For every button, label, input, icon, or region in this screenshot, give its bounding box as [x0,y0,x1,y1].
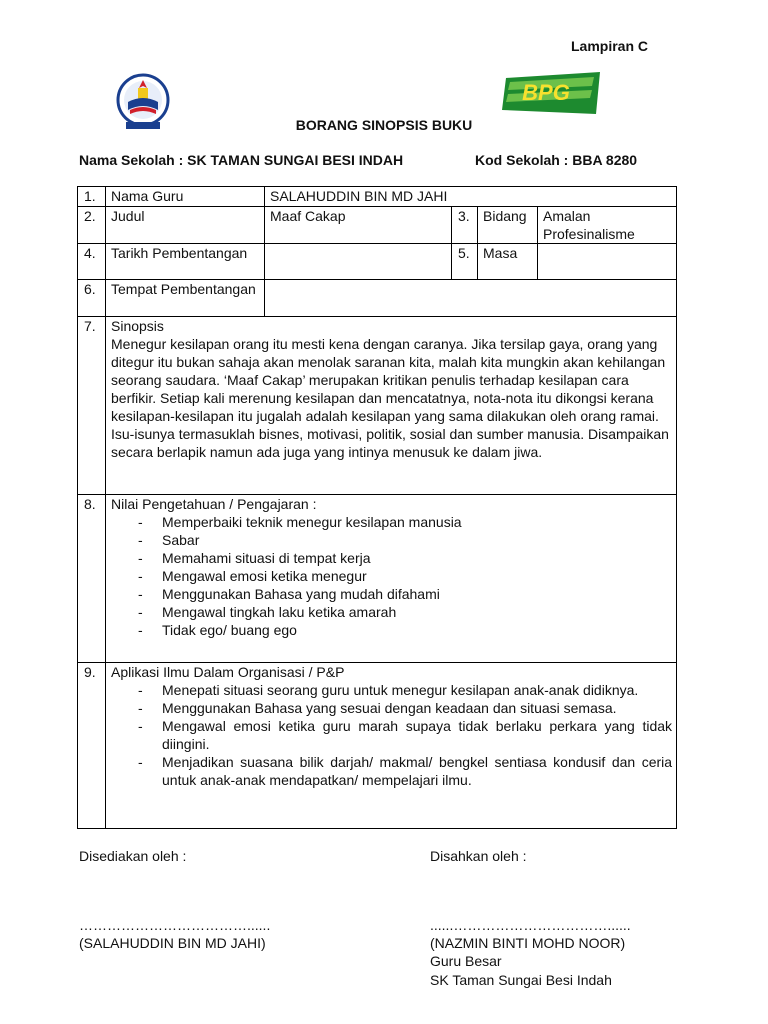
list-item: - Mengawal emosi ketika menegur [138,567,672,585]
row-number: 1. [78,187,106,207]
approved-by-label: Disahkan oleh : [430,848,527,864]
values-list [111,513,672,639]
approver-school: SK Taman Sungai Besi Indah [430,972,612,988]
list-item: - Sabar [138,531,672,549]
synopsis-form-table [77,186,677,829]
row-label: Judul [106,207,265,244]
synopsis-cell [106,317,677,495]
prepared-signature-line: ………………………………...... [79,917,271,933]
date-field[interactable] [265,244,452,280]
application-label: Aplikasi Ilmu Dalam Organisasi / P&P [111,664,345,680]
list-item: - Mengawal emosi ketika guru marah supaya tidak berlaku perkara yang tidak diingini. [138,717,672,753]
form-row-tarikh [78,244,677,280]
prepared-by-name: (SALAHUDDIN BIN MD JAHI) [79,935,266,951]
row-number: 4. [78,244,106,280]
list-item: - Mengawal tingkah laku ketika amarah [138,603,672,621]
form-row-sinopsis [78,317,677,495]
application-cell [106,663,677,829]
row-number: 9. [78,663,106,829]
row-label: Tempat Pembentangan [106,280,265,317]
time-field[interactable] [538,244,677,280]
list-item: - Menggunakan Bahasa yang sesuai dengan keadaan dan situasi semasa. [138,699,672,717]
title-field[interactable]: Maaf Cakap [265,207,452,244]
approved-signature-line: ......……………………………...... [430,917,631,933]
list-item: - Tidak ego/ buang ego [138,621,672,639]
approved-by-name: (NAZMIN BINTI MOHD NOOR) [430,935,626,951]
row-label: Nama Guru [106,187,265,207]
list-item: - Menggunakan Bahasa yang mudah difahami [138,585,672,603]
row-number: 5. [452,244,478,280]
form-row-judul [78,207,677,244]
row-number: 6. [78,280,106,317]
values-cell [106,495,677,663]
lampiran-label: Lampiran C [571,38,649,54]
row-number: 7. [78,317,106,495]
school-code: Kod Sekolah : BBA 8280 [475,152,638,168]
teacher-name-field[interactable]: SALAHUDDIN BIN MD JAHI [265,187,677,207]
form-row-aplikasi [78,663,677,829]
list-item: - Memperbaiki teknik menegur kesilapan manusia [138,513,672,531]
prepared-by-label: Disediakan oleh : [79,848,187,864]
synopsis-text: Menegur kesilapan orang itu mesti kena dengan caranya. Jika tersilap gaya, orang yang ditegur itu bukan sahaja akan menolak saranan kita, malah kita mungkin akan kehilangan seorang saudara. ‘Maaf Cakap’ merupakan kritikan penulis terhadap kesilapan cara berfikir. Setiap kali merenung kesilapan dan mencatatnya, nota-nota itu dikongsi kerana kesilapan-kesilapan itu jugalah adalah kesilapan yang sama dilakukan oleh orang ramai. Isu-isunya termasuklah bisnes, motivasi, politik, sosial dan sumber manusia. Disampaikan secara berlapik namun ada juga yang intinya menusuk ke dalam jiwa. [111,336,669,460]
list-item: - Menepati situasi seorang guru untuk menegur kesilapan anak-anak didiknya. [138,681,672,699]
school-name: Nama Sekolah : SK TAMAN SUNGAI BESI INDAH [79,152,404,168]
values-label: Nilai Pengetahuan / Pengajaran : [111,496,317,512]
list-item: - Menjadikan suasana bilik darjah/ makmal/ bengkel sentiasa kondusif dan ceria untuk anak-anak mendapatkan/ mempelajari ilmu. [138,753,672,789]
approver-title: Guru Besar [430,953,502,969]
bpg-logo [500,70,602,116]
form-row-nama-guru [78,187,677,207]
synopsis-label: Sinopsis [111,318,164,334]
row-number: 3. [452,207,478,244]
application-list [111,681,672,789]
row-number: 2. [78,207,106,244]
form-row-nilai [78,495,677,663]
row-label: Masa [478,244,538,280]
form-title: BORANG SINOPSIS BUKU [295,117,473,133]
row-number: 8. [78,495,106,663]
list-item: - Memahami situasi di tempat kerja [138,549,672,567]
venue-field[interactable] [265,280,677,317]
form-row-tempat [78,280,677,317]
bpg-logo-text: BPG [522,80,570,105]
row-label: Bidang [478,207,538,244]
row-label: Tarikh Pembentangan [106,244,265,280]
field-area-field[interactable]: Amalan Profesinalisme [538,207,677,244]
